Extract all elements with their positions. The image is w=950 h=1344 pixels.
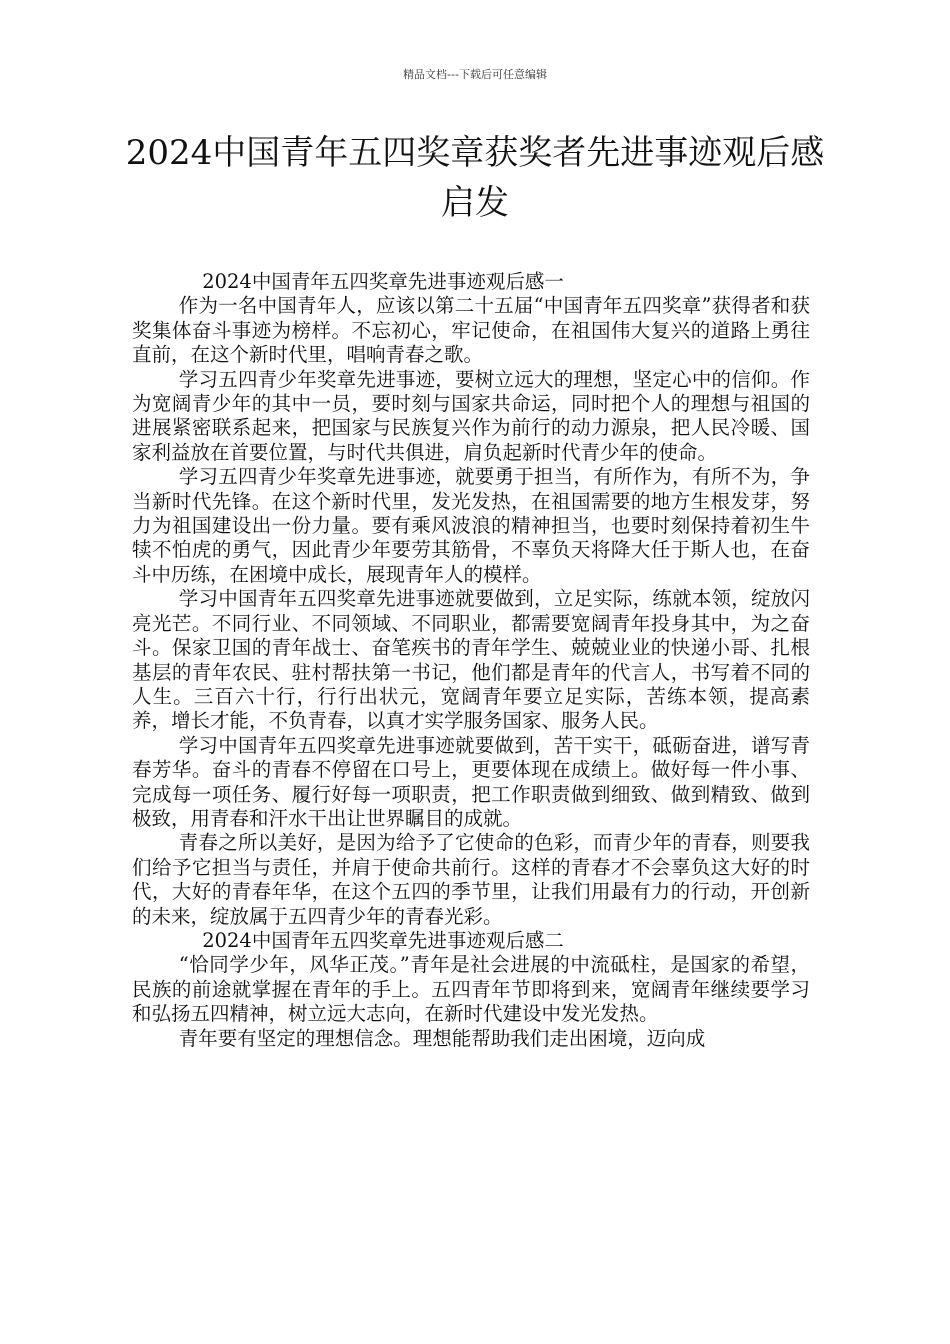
paragraph: 青春之所以美好，是因为给予了它使命的色彩，而青少年的青春，则要我们给予它担当与责任，并肩于使命共前行。这样的青春才不会辜负这大好的时代，大好的青春年华，在这个五四的季节里，让我们用最有力的行动，开创新的未来，绽放属于五四青少年的青春光彩。 [132, 831, 810, 928]
header-note: 精品文档---下载后可任意编辑 [403, 68, 547, 81]
paragraph: 学习五四青少年奖章先进事迹，要树立远大的理想，坚定心中的信仰。作为宽阔青少年的其中一员，要时刻与国家共命运，同时把个人的理想与祖国的进展紧密联系起来，把国家与民族复兴作为前行的动力源泉，把人民冷暖、国家利益放在首要位置，与时代共俱进，肩负起新时代青少年的使命。 [132, 367, 810, 464]
paragraph: 学习五四青少年奖章先进事迹，就要勇于担当，有所作为，有所不为，争当新时代先锋。在这个新时代里，发光发热，在祖国需要的地方生根发芽，努力为祖国建设出一份力量。要有乘风波浪的精神担当，也要时刻保持着初生牛犊不怕虎的勇气，因此青少年要劳其筋骨，不辜负天将降大任于斯人也，在奋斗中历练，在困境中成长，展现青年人的模样。 [132, 465, 810, 586]
paragraph: 青年要有坚定的理想信念。理想能帮助我们走出困境，迈向成 [178, 1026, 706, 1050]
section-heading: 2024中国青年五四奖章先进事迹观后感二 [202, 928, 564, 952]
paragraph: 作为一名中国青年人，应该以第二十五届“中国青年五四奖章”获得者和获奖集体奋斗事迹为榜样。不忘初心，牢记使命，在祖国伟大复兴的道路上勇往直前，在这个新时代里，唱响青春之歌。 [132, 294, 810, 367]
document-body [132, 270, 810, 1051]
paragraph: “恰同学少年，风华正茂。”青年是社会进展的中流砥柱，是国家的希望，民族的前途就掌握在青年的手上。五四青年节即将到来，宽阔青年继续要学习和弘扬五四精神，树立远大志向，在新时代建设中发光发热。 [132, 953, 810, 1026]
paragraph: 学习中国青年五四奖章先进事迹就要做到，苦干实干，砥砺奋进，谱写青春芳华。奋斗的青春不停留在口号上，更要体现在成绩上。做好每一件小事、完成每一项任务、履行好每一项职责，把工作职责做到细致、做到精致、做到极致，用青春和汗水干出让世界瞩目的成就。 [132, 733, 810, 830]
document-title: 2024中国青年五四奖章获奖者先进事迹观后感启发 [125, 133, 825, 223]
paragraph: 学习中国青年五四奖章先进事迹就要做到，立足实际，练就本领，绽放闪亮光芒。不同行业、不同领域、不同职业，都需要宽阔青年投身其中，为之奋斗。保家卫国的青年战士、奋笔疾书的青年学生、兢兢业业的快递小哥、扎根基层的青年农民、驻村帮扶第一书记，他们都是青年的代言人，书写着不同的人生。三百六十行，行行出状元，宽阔青年要立足实际，苦练本领，提高素养，增长才能，不负青春，以真才实学服务国家、服务人民。 [132, 587, 810, 733]
section-heading: 2024中国青年五四奖章先进事迹观后感一 [202, 270, 564, 293]
